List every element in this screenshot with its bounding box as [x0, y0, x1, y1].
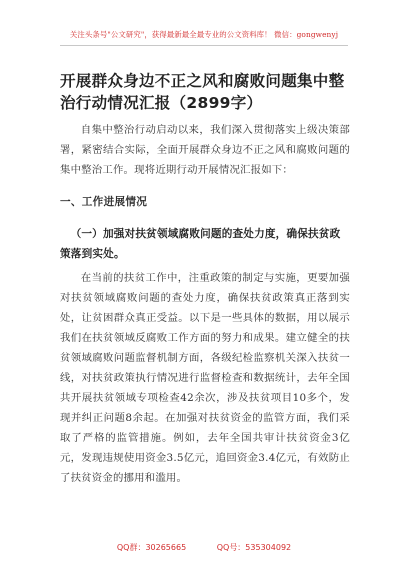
footer-qq-group: QQ群：30265665 — [116, 543, 187, 552]
subsection-heading-1: （一）加强对扶贫领域腐败问题的查处力度，确保扶贫政策落到实处。 — [60, 228, 341, 260]
header-promo-text: 关注头条号"公文研究"，获得最新最全最专业的公文资料库！ 微信：gongwenyj — [69, 30, 339, 39]
intro-paragraph: 自集中整治行动启动以来，我们深入贯彻落实上级决策部署，紧密结合实际，全面开展群众身边不正之风和腐败问题的集中整治工作。现将近期行动开展情况汇报如下： — [60, 124, 350, 176]
document-title: 开展群众身边不正之风和腐败问题集中整治行动情况汇报（2899字） — [60, 72, 345, 112]
footer-qq-number: QQ号：535304092 — [216, 543, 292, 552]
body-paragraph: 在当前的扶贫工作中，注重政策的制定与实施，更要加强对扶贫领域腐败问题的查处力度，确保扶贫政策真正落到实处，让贫困群众真正受益。以下是一些具体的数据，用以展示我们在扶贫领域反腐败工作方面的努力和成果。建立健全的扶贫领域腐败问题监督机制方面，各级纪检监察机关深入扶贫一线，对扶贫政策执行情况进行监督检查和数据统计，去年全国共开展扶贫领域专项检查42余次，涉及扶贫项目10多个，发现并纠正问题8余起。在加强对扶贫资金的监管方面，我们采取了严格的监管措施。例如，去年全国共审计扶贫资金3亿元，发现违规使用资金3.5亿元，追回资金3.4亿元，有效防止了扶贫资金的挪用和滥用。 — [60, 272, 350, 484]
footer-contact-bar — [0, 533, 408, 563]
section-heading-1: 一、工作进展情况 — [60, 196, 148, 208]
header-banner — [0, 0, 408, 54]
header-divider — [60, 45, 348, 46]
